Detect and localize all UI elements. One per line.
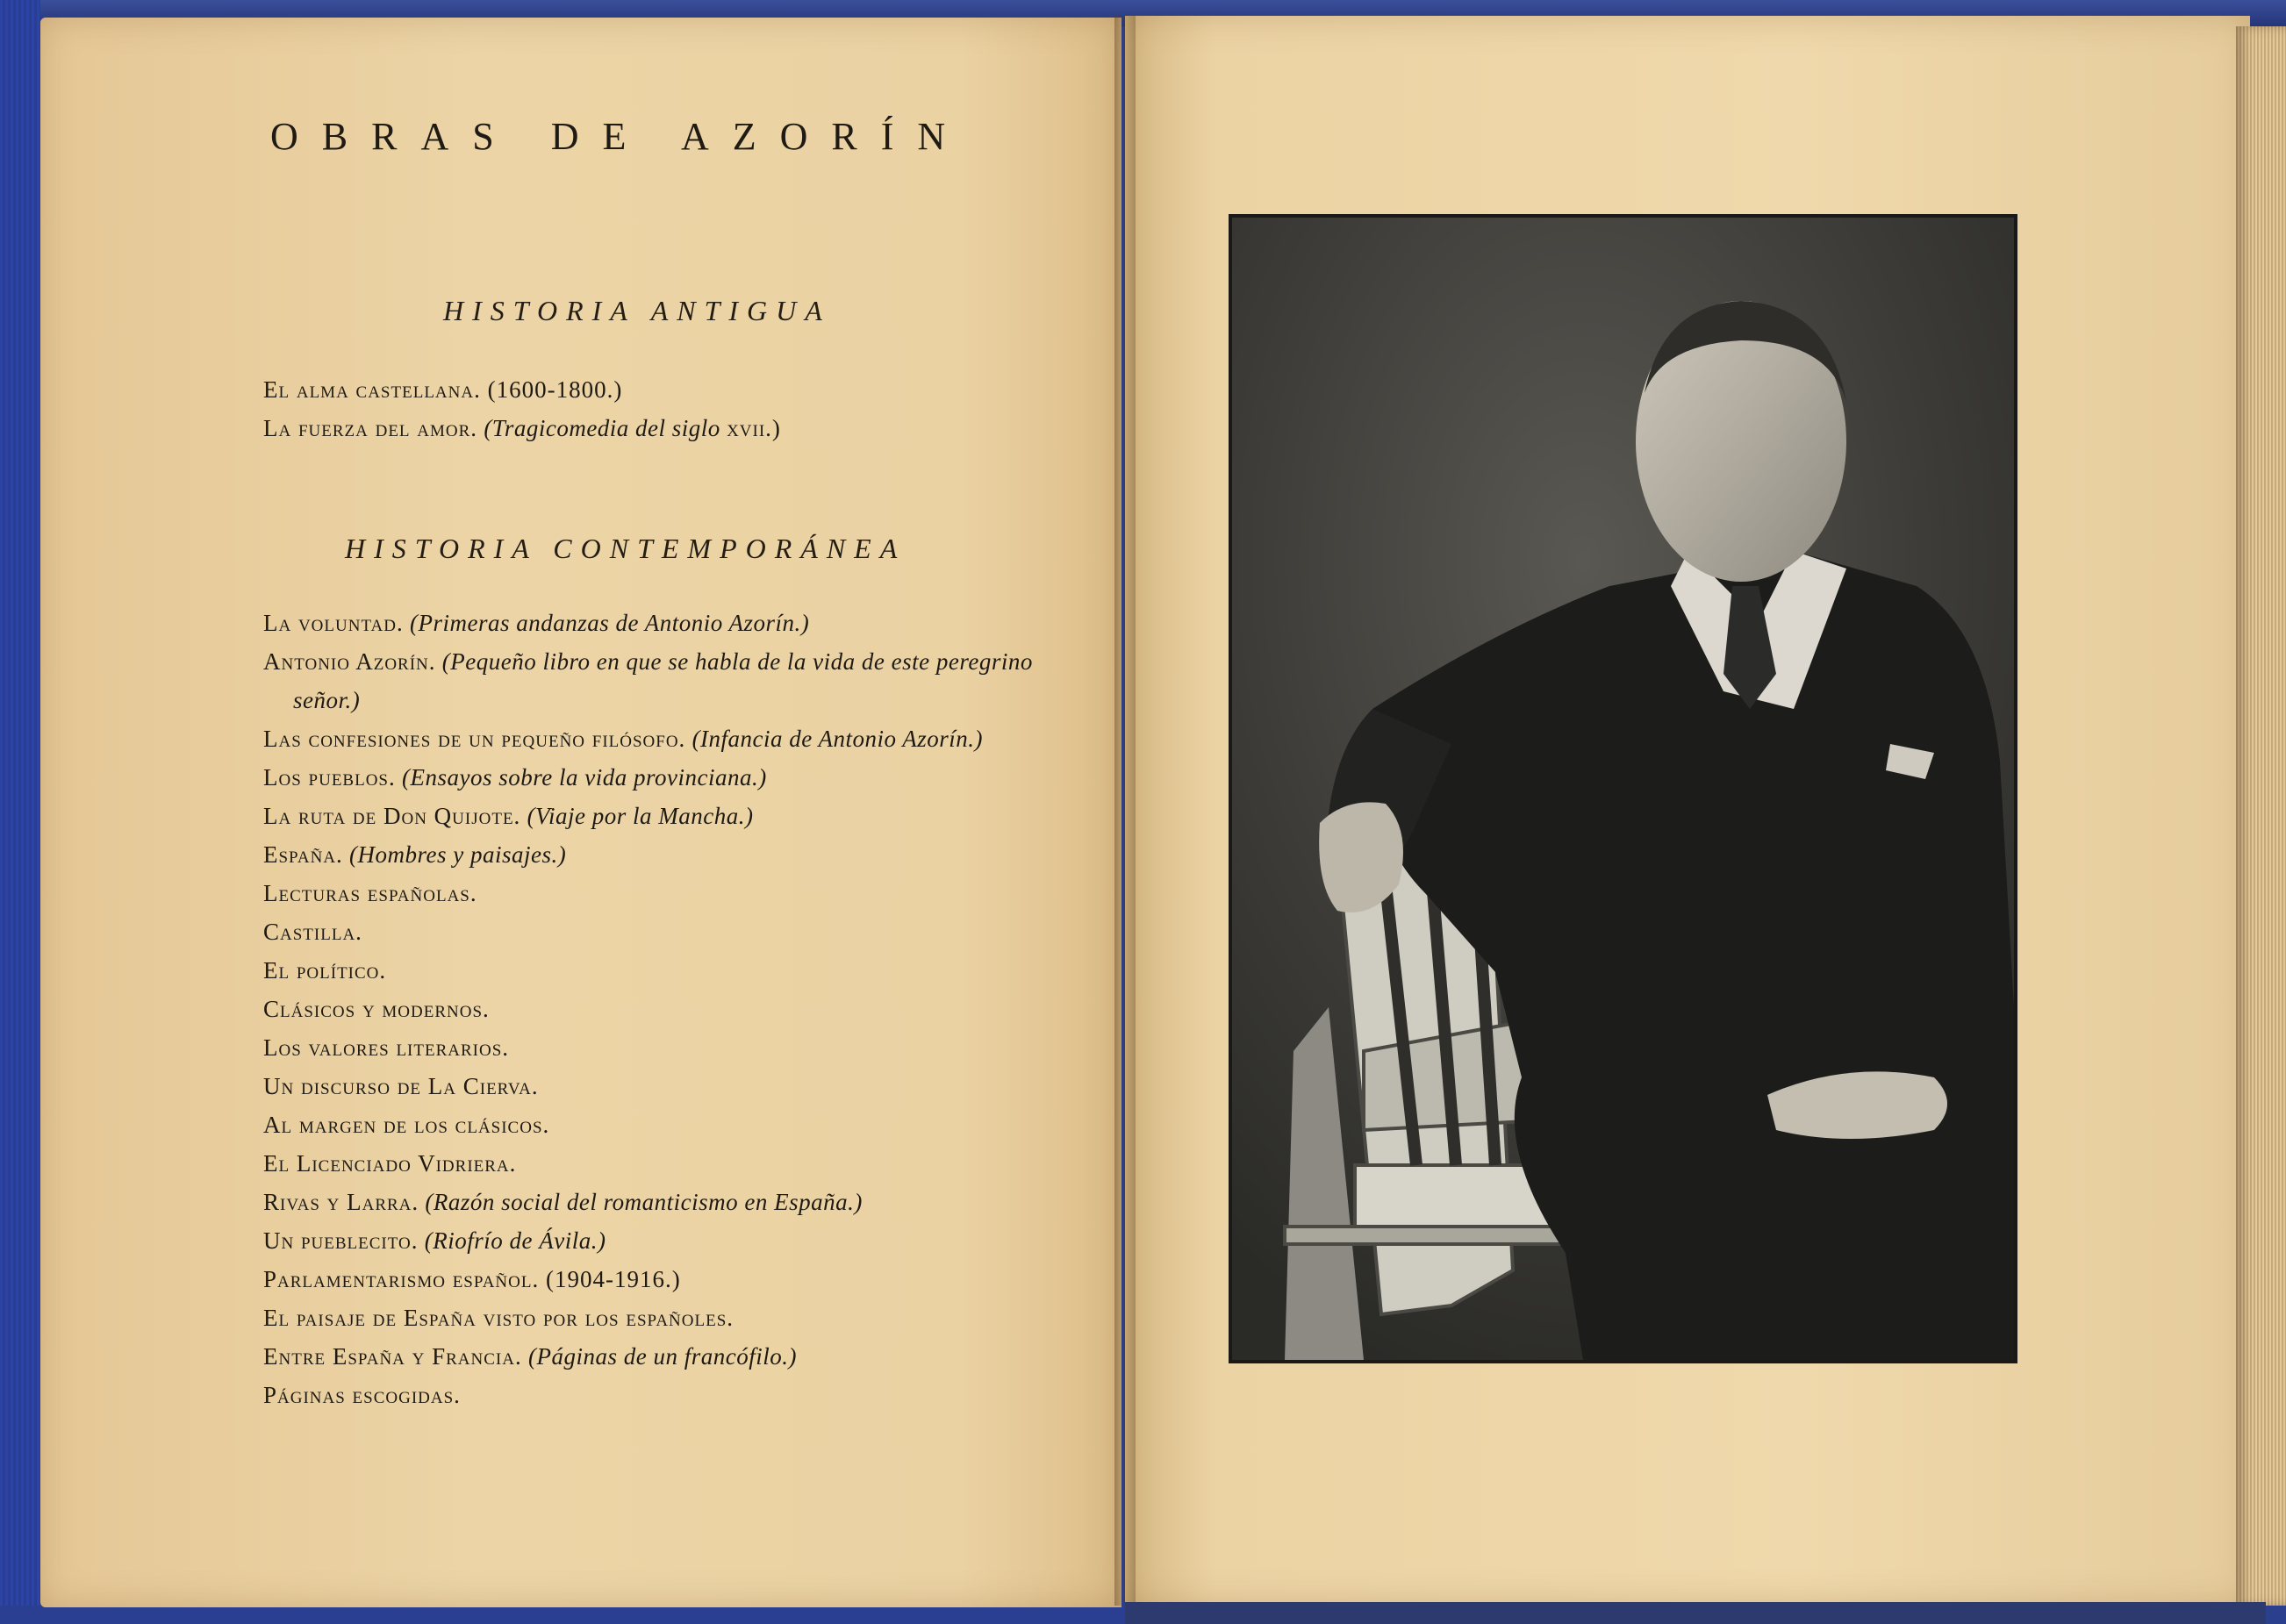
work-title: Castilla. [263, 919, 362, 945]
work-title: Parlamentarismo español. [263, 1266, 540, 1292]
work-title: El Licenciado Vidriera. [263, 1150, 517, 1177]
list-item [263, 797, 1106, 835]
work-title: Antonio Azorín. [263, 648, 436, 675]
work-note: (Razón social del romanticismo en España.) [419, 1189, 863, 1215]
list-item [263, 1376, 1106, 1414]
list-item [263, 1028, 1106, 1067]
list-item [263, 1183, 1106, 1221]
work-note: (Infancia de Antonio Azorín.) [685, 726, 984, 752]
work-note: (Hombres y paisajes.) [342, 841, 567, 868]
work-note: (Páginas de un francófilo.) [521, 1343, 797, 1370]
list-item [263, 951, 1106, 990]
list-item [263, 1067, 1106, 1105]
work-note: (Tragicomedia del siglo [477, 415, 727, 441]
list-item [263, 409, 1106, 447]
portrait-illustration [1232, 218, 2014, 1360]
work-note: (Ensayos sobre la vida provinciana.) [395, 764, 767, 791]
list-item [263, 1144, 1106, 1183]
work-title: Entre España y Francia. [263, 1343, 522, 1370]
work-note: (Riofrío de Ávila.) [418, 1227, 606, 1254]
work-title: La ruta de Don Quijote. [263, 803, 521, 829]
book-cover-left-edge [0, 0, 40, 1624]
work-note: (Viaje por la Mancha.) [520, 803, 754, 829]
list-item [263, 835, 1106, 874]
work-note-century: xvii.) [727, 415, 781, 441]
list-item [263, 1298, 1106, 1337]
work-title: Lecturas españolas. [263, 880, 477, 906]
work-dates: (1904-1916.) [539, 1266, 681, 1292]
work-title: La voluntad. [263, 610, 404, 636]
list-item [263, 370, 1106, 409]
book-cover-bottom-strip [1125, 1602, 2266, 1624]
work-title: Un discurso de La Cierva. [263, 1073, 539, 1099]
section-heading-historia-antigua: HISTORIA ANTIGUA [443, 295, 831, 326]
list-item [263, 642, 1106, 719]
work-title: El paisaje de España visto por los españoles. [263, 1305, 735, 1331]
work-title: Rivas y Larra. [263, 1189, 419, 1215]
list-item [263, 1105, 1106, 1144]
work-note: (Primeras andanzas de Antonio Azorín.) [403, 610, 810, 636]
list-item [263, 1337, 1106, 1376]
list-item [263, 912, 1106, 951]
book-cover-bottom-edge [0, 1606, 1132, 1624]
work-title: El político. [263, 957, 387, 984]
page-title: OBRAS DE AZORÍN [270, 115, 970, 158]
work-title: Al margen de los clásicos. [263, 1112, 550, 1138]
page-block-edges [2236, 26, 2286, 1606]
list-item [263, 874, 1106, 912]
list-item [263, 1221, 1106, 1260]
work-title: Las confesiones de un pequeño filósofo. [263, 726, 686, 752]
work-title: El alma castellana. [263, 376, 481, 403]
work-note: (Pequeño libro en que se habla de la vida de este peregrino señor.) [293, 648, 1033, 713]
list-item [263, 990, 1106, 1028]
works-list-historia-antigua [263, 370, 1106, 447]
work-title: Los valores literarios. [263, 1034, 510, 1061]
list-item [263, 758, 1106, 797]
list-item [263, 604, 1106, 642]
work-dates: (1600-1800.) [480, 376, 623, 403]
work-title: Páginas escogidas. [263, 1382, 461, 1408]
section-heading-historia-contemporanea: HISTORIA CONTEMPORÁNEA [345, 533, 907, 564]
work-title: Un pueblecito. [263, 1227, 419, 1254]
portrait-photograph [1229, 214, 2017, 1363]
work-title: España. [263, 841, 343, 868]
book-gutter [1114, 16, 1136, 1606]
work-title: Los pueblos. [263, 764, 396, 791]
work-title: La fuerza del amor. [263, 415, 478, 441]
list-item [263, 719, 1106, 758]
works-list-historia-contemporanea [263, 604, 1106, 1414]
list-item [263, 1260, 1106, 1298]
work-title: Clásicos y modernos. [263, 996, 490, 1022]
